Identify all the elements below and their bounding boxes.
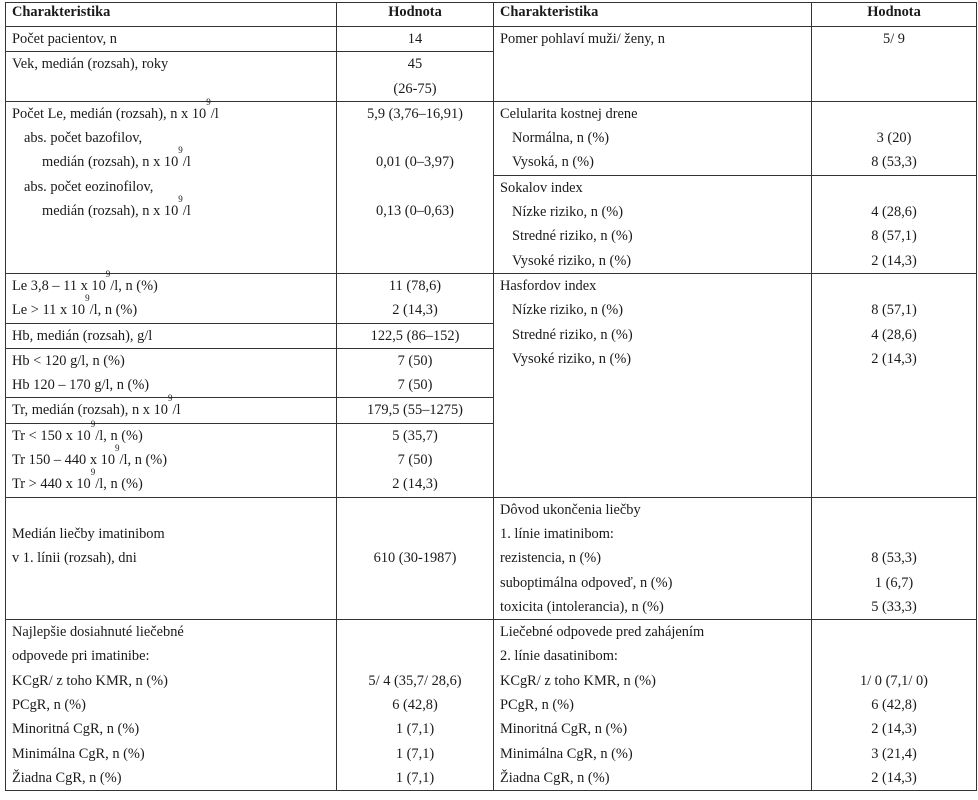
best-minor-value: 1 (7,1): [395, 721, 435, 738]
le-label-cell: [6, 96, 337, 273]
le-range2-value: 2 (14,3): [392, 302, 438, 319]
eosinophil-median-label: medián (rozsah), n x 10 9 /l: [42, 194, 191, 220]
hasford-title: Hasfordov index: [500, 277, 597, 294]
hb-ranges-value-cell: [337, 348, 494, 398]
pre-kcgr-label: KCgR/ z toho KMR, n (%): [500, 672, 656, 689]
eosinophil-value: 0,13 (0–0,63): [376, 203, 454, 220]
tr-range2-value: 7 (50): [397, 452, 433, 469]
tr-value-cell: [337, 398, 494, 423]
best-kcgr-value: 5/ 4 (35,7/ 28,6): [368, 672, 462, 689]
basophil-label: abs. počet bazofilov,: [24, 130, 143, 147]
cellularity-high-value: 8 (53,3): [871, 154, 917, 171]
discontinuation-line2: 1. línie imatinibom:: [500, 525, 614, 542]
discontinuation-label-cell: [494, 497, 812, 619]
best-pcgr-label: PCgR, n (%): [12, 697, 86, 714]
discontinuation-value-cell: [812, 497, 977, 619]
age-value-cell: [337, 52, 494, 102]
hb-label: Hb, medián (rozsah), g/l: [12, 327, 153, 344]
patient-count-label: Počet pacientov, n: [12, 31, 117, 47]
eosinophil-label: abs. počet eozinofilov,: [24, 178, 154, 195]
best-minimal-value: 1 (7,1): [395, 745, 435, 762]
basophil-value: 0,01 (0–3,97): [376, 154, 454, 171]
discontinuation-toxicity-value: 5 (33,3): [871, 598, 917, 615]
le-range1-value: 11 (78,6): [388, 277, 442, 294]
hasford-high-label: Vysoké riziko, n (%): [512, 350, 632, 367]
hb-range2-label: Hb 120 – 170 g/l, n (%): [12, 377, 150, 394]
hasford-mid-value: 4 (28,6): [871, 326, 917, 343]
hb-ranges-label-cell: [6, 348, 337, 398]
tr-range2-label: Tr 150 – 440 x 10 9 /l, n (%): [12, 443, 168, 469]
discontinuation-resistance-label: rezistencia, n (%): [500, 550, 602, 567]
hasford-value-cell: [812, 273, 977, 497]
hb-value: 122,5 (86–152): [370, 327, 460, 344]
header-value-right: Hodnota: [812, 3, 977, 27]
tr-range3-value: 2 (14,3): [392, 476, 438, 493]
cellularity-sokal-label-cell: [494, 101, 812, 273]
patient-count-value: 14: [407, 31, 423, 47]
le-label: Počet Le, medián (rozsah), n x 10 9 /l: [12, 96, 219, 122]
age-label-cell: [6, 52, 337, 102]
count-label-cell: [6, 27, 337, 52]
le-value: 5,9 (3,76–16,91): [367, 105, 463, 122]
hb-range1-label: Hb < 120 g/l, n (%): [12, 352, 125, 369]
discontinuation-suboptimal-value: 1 (6,7): [874, 574, 914, 591]
sokal-low-value: 4 (28,6): [871, 204, 917, 221]
sokal-low-label: Nízke riziko, n (%): [512, 204, 624, 221]
discontinuation-suboptimal-label: suboptimálna odpoveď, n (%): [500, 574, 673, 591]
sex-ratio-label-cell: [494, 27, 812, 102]
tr-value: 179,5 (55–1275): [367, 402, 463, 419]
best-response-line1: Najlepšie dosiahnuté liečebné: [12, 624, 184, 641]
sokal-mid-value: 8 (57,1): [871, 228, 917, 245]
pre-dasatinib-line1: Liečebné odpovede pred zahájením: [500, 624, 705, 641]
characteristics-table: [5, 2, 977, 791]
table-row: [6, 497, 977, 619]
header-value-left: Hodnota: [337, 3, 494, 27]
imatinib-line2: v 1. línii (rozsah), dni: [12, 550, 137, 567]
pre-pcgr-label: PCgR, n (%): [500, 697, 574, 714]
imatinib-line1: Medián liečby imatinibom: [12, 525, 165, 542]
tr-range1-label: Tr < 150 x 10 9 /l, n (%): [12, 418, 143, 444]
tr-range1-value: 5 (35,7): [392, 427, 438, 444]
tr-ranges-label-cell: [6, 418, 337, 497]
best-response-value-cell: [337, 620, 494, 791]
table-row: [6, 101, 977, 273]
sex-ratio-value: 5/ 9: [883, 31, 905, 47]
table-header-row: [6, 3, 977, 27]
cellularity-sokal-value-cell: [812, 101, 977, 273]
pre-none-value: 2 (14,3): [871, 769, 917, 786]
hasford-low-value: 8 (57,1): [871, 302, 917, 319]
tr-label-cell: [6, 393, 337, 423]
header-characteristic-left: Charakteristika: [6, 3, 337, 27]
best-response-label-cell: [6, 620, 337, 791]
cellularity-high-label: Vysoká, n (%): [512, 154, 594, 171]
le-value-cell: [337, 101, 494, 273]
tr-label: Tr, medián (rozsah), n x 10 9 /l: [12, 393, 181, 419]
tr-range3-label: Tr > 440 x 10 9 /l, n (%): [12, 467, 143, 493]
le-ranges-value-cell: [337, 273, 494, 323]
discontinuation-toxicity-label: toxicita (intolerancia), n (%): [500, 598, 664, 615]
hasford-label-cell: [494, 273, 812, 497]
imatinib-value: 610 (30-1987): [373, 550, 457, 567]
table-row: [6, 27, 977, 52]
le-range1-label: Le 3,8 – 11 x 10 9 /l, n (%): [12, 268, 158, 294]
pre-kcgr-value: 1/ 0 (7,1/ 0): [860, 672, 928, 689]
hasford-mid-label: Stredné riziko, n (%): [512, 326, 633, 343]
discontinuation-line1: Dôvod ukončenia liečby: [500, 501, 641, 518]
table-row: [6, 620, 977, 791]
sokal-high-value: 2 (14,3): [871, 252, 917, 269]
best-response-line2: odpovede pri imatinibe:: [12, 648, 150, 665]
le-ranges-label-cell: [6, 268, 337, 323]
header-characteristic-right: Charakteristika: [494, 3, 812, 27]
best-kcgr-label: KCgR/ z toho KMR, n (%): [12, 672, 168, 689]
hasford-high-value: 2 (14,3): [871, 350, 917, 367]
best-none-label: Žiadna CgR, n (%): [12, 769, 122, 786]
pre-minimal-label: Minimálna CgR, n (%): [500, 745, 633, 762]
sokal-mid-label: Stredné riziko, n (%): [512, 228, 633, 245]
imatinib-value-cell: [337, 497, 494, 619]
sex-ratio-label: Pomer pohlaví muži/ ženy, n: [500, 31, 665, 47]
sex-ratio-value-cell: [812, 27, 977, 102]
table-row: [6, 273, 977, 323]
cellularity-title: Celularita kostnej drene: [500, 105, 638, 122]
tr-ranges-value-cell: [337, 423, 494, 497]
hb-label-cell: [6, 323, 337, 348]
pre-minor-value: 2 (14,3): [871, 721, 917, 738]
cellularity-normal-label: Normálna, n (%): [512, 130, 610, 147]
hasford-low-label: Nízke riziko, n (%): [512, 302, 624, 319]
count-value-cell: [337, 27, 494, 52]
discontinuation-resistance-value: 8 (53,3): [871, 550, 917, 567]
best-minor-label: Minoritná CgR, n (%): [12, 721, 140, 738]
age-range-value: (26-75): [393, 80, 437, 97]
sokal-title: Sokalov index: [500, 179, 583, 196]
pre-none-label: Žiadna CgR, n (%): [500, 769, 610, 786]
hb-range1-value: 7 (50): [397, 352, 433, 369]
best-minimal-label: Minimálna CgR, n (%): [12, 745, 145, 762]
cellularity-normal-value: 3 (20): [876, 130, 912, 147]
le-range2-label: Le > 11 x 10 9 /l, n (%): [12, 293, 138, 319]
hb-value-cell: [337, 323, 494, 348]
age-label: Vek, medián (rozsah), roky: [12, 56, 169, 73]
sokal-high-label: Vysoké riziko, n (%): [512, 252, 632, 269]
pre-dasatinib-label-cell: [494, 620, 812, 791]
basophil-median-label: medián (rozsah), n x 10 9 /l: [42, 145, 191, 171]
age-median-value: 45: [407, 56, 423, 73]
best-pcgr-value: 6 (42,8): [392, 697, 438, 714]
pre-pcgr-value: 6 (42,8): [871, 697, 917, 714]
pre-dasatinib-value-cell: [812, 620, 977, 791]
pre-dasatinib-line2: 2. línie dasatinibom:: [500, 648, 618, 665]
pre-minor-label: Minoritná CgR, n (%): [500, 721, 628, 738]
imatinib-label-cell: [6, 497, 337, 619]
best-none-value: 1 (7,1): [395, 769, 435, 786]
hb-range2-value: 7 (50): [397, 377, 433, 394]
pre-minimal-value: 3 (21,4): [871, 745, 917, 762]
